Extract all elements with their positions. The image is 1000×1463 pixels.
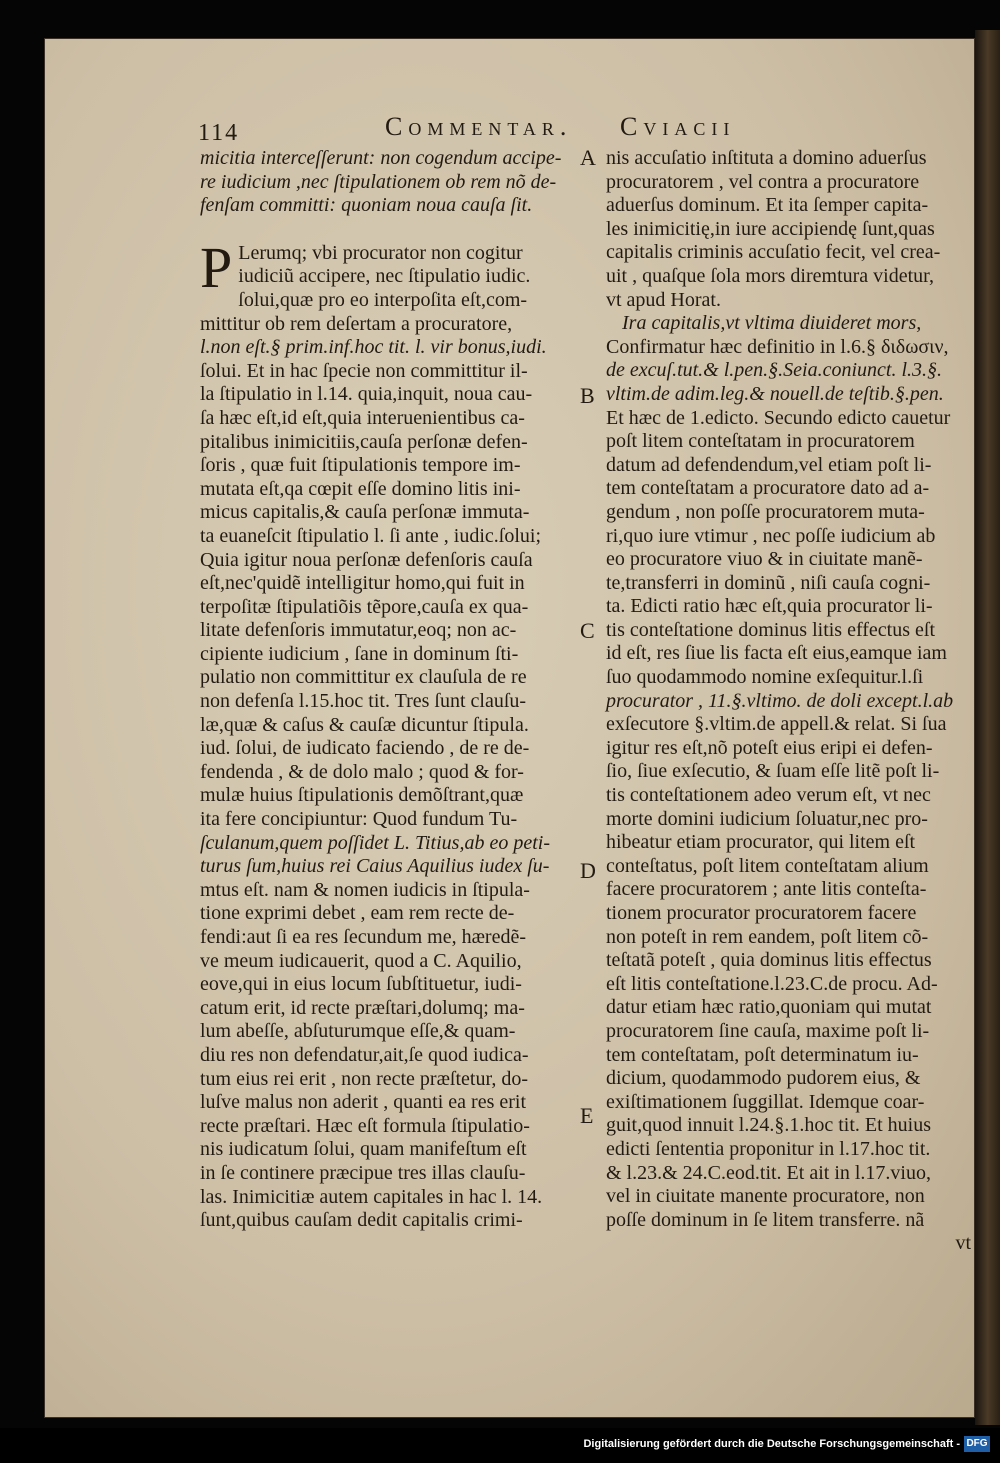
line-text: tione exprimi debet , eam rem recte de-: [200, 902, 515, 925]
text-line: [606, 808, 971, 832]
dfg-logo: DFG: [964, 1436, 990, 1452]
text-line: [200, 761, 575, 785]
text-line: [200, 147, 575, 171]
line-text: procuratorem , vel contra a procuratore: [606, 170, 920, 193]
line-text: guit,quod innuit l.24.§.1.hoc tit. Et huius: [606, 1114, 931, 1137]
line-text: micitia interceſſerunt: non cogendum accipe-: [200, 147, 562, 169]
line-text: turus ſum,huius rei Caius Aquilius iudex ſu-: [200, 855, 550, 878]
text-line: [200, 1068, 575, 1092]
line-text: ta euaneſcit ſtipulatio l. ſi ante , iudic.ſolui;: [200, 524, 542, 547]
text-line: [606, 359, 971, 383]
line-text: mittitur ob rem deſertam a procuratore,: [200, 312, 513, 335]
line-text: gendum , non poſſe procuratorem muta-: [606, 500, 925, 523]
line-text: eove,qui in eius locum ſubſtituetur, iudi-: [200, 973, 522, 996]
text-line: [606, 690, 971, 714]
margin-marker-c: C: [580, 618, 595, 643]
text-line: [200, 289, 575, 313]
text-line: [606, 619, 971, 643]
text-line: [200, 855, 575, 879]
text-line: [200, 666, 575, 690]
line-text: litate defenſoris immutatur,eoq; non ac-: [200, 619, 517, 642]
text-line: [200, 973, 575, 997]
line-text: fendenda , & de dolo malo ; quod & for-: [200, 760, 524, 783]
text-line: [200, 950, 575, 974]
line-text: datum ad defendendum,vel etiam poſt li-: [606, 453, 932, 476]
text-line: [606, 996, 971, 1020]
text-line: [606, 760, 971, 784]
text-line: [200, 171, 575, 195]
text-line: [200, 643, 575, 667]
line-text: poſt litem conteſtatam in procuratorem: [606, 430, 915, 453]
text-line: [200, 737, 575, 761]
line-text: ſoris , quæ fuit ſtipulationis tempore im-: [200, 454, 521, 477]
text-line: [606, 383, 971, 407]
line-text: tum eius rei erit , non recte præſtetur, do-: [200, 1067, 528, 1090]
line-text: ita fere concipiuntur: Quod fundum Tu-: [200, 808, 518, 831]
line-text: tis conteſtationem adeo verum eſt, vt nec: [606, 784, 931, 807]
margin-marker-e: E: [580, 1103, 594, 1128]
text-line: [606, 1020, 971, 1044]
line-text: re iudicium ,nec ſtipulationem ob rem nõ de-: [200, 170, 557, 193]
line-text: capitalis criminis accuſatio fecit, vel crea-: [606, 241, 941, 264]
text-line: [606, 548, 971, 572]
line-text: Quia igitur noua perſonæ defenſoris cauſa: [200, 548, 533, 571]
line-text: la ſtipulatio in l.14. quia,inquit, noua cau-: [200, 383, 533, 406]
line-text: ſio, ſiue exſecutio, & ſuam eſſe litẽ poſt li-: [606, 760, 940, 783]
text-line: [200, 1209, 575, 1233]
text-line: [606, 1044, 971, 1068]
text-line: [200, 1044, 575, 1068]
text-line: [606, 194, 971, 218]
text-line: [606, 1209, 971, 1233]
text-line: [200, 549, 575, 573]
line-text: morte domini iudicium ſoluatur,nec pro-: [606, 807, 928, 830]
text-line: [200, 265, 575, 289]
text-line: [200, 572, 575, 596]
text-line: [200, 619, 575, 643]
text-line: [606, 595, 971, 619]
line-text: id eſt, res ſiue lis facta eſt eius,eamque iam: [606, 642, 947, 665]
line-text: procuratorem ſine cauſa, maxime poſt li-: [606, 1019, 930, 1042]
running-title: Commentar.: [385, 112, 573, 141]
text-line: [200, 501, 575, 525]
text-line: [606, 525, 971, 549]
line-text: te,transferri in dominũ , niſi cauſa cogni-: [606, 571, 931, 594]
text-line: [200, 478, 575, 502]
line-text: in ſe continere præcipue tres illas clauſu-: [200, 1161, 526, 1184]
text-line: [200, 525, 575, 549]
text-line: [606, 407, 971, 431]
line-text: mtus eſt. nam & nomen iudicis in ſtipula-: [200, 878, 530, 901]
text-line: [606, 878, 971, 902]
line-text: poſſe dominum in ſe litem transferre. nã: [606, 1208, 925, 1231]
line-text: mutata eſt,qa cœpit eſſe domino litis ini-: [200, 477, 521, 500]
text-line: [200, 808, 575, 832]
line-text: tem conteſtatam a procuratore dato ad a-: [606, 477, 930, 500]
line-text: mulæ huius ſtipulationis demõſtrant,quæ: [200, 784, 524, 807]
line-text: iud. ſolui, de iudicato faciendo , de re de-: [200, 737, 530, 760]
margin-marker-d: D: [580, 858, 596, 883]
text-line: [606, 926, 971, 950]
text-line: [606, 1162, 971, 1186]
line-text: teſtatã poteſt , quia dominus litis effectus: [606, 949, 932, 972]
line-text: Lerumq; vbi procurator non cogitur: [238, 241, 523, 264]
text-line: [200, 383, 575, 407]
text-line: [606, 218, 971, 242]
text-line: [606, 289, 971, 313]
line-text: tionem procurator procuratorem facere: [606, 902, 917, 924]
text-line: [606, 737, 971, 761]
text-line: [200, 714, 575, 738]
page-number: 114: [198, 120, 240, 146]
text-line: [200, 431, 575, 455]
line-text: ri,quo iure vtimur , nec poſſe iudicium ab: [606, 524, 936, 547]
text-line: [606, 1232, 971, 1256]
text-line: [606, 1185, 971, 1209]
text-line: [200, 1020, 575, 1044]
line-text: pitalibus inimicitiis,cauſa perſonæ defen-: [200, 430, 528, 453]
line-text: ſunt,quibus cauſam dedit capitalis crimi-: [200, 1209, 523, 1232]
line-text: ſculanum,quem poſſidet L. Titius,ab eo peti-: [200, 831, 550, 854]
line-text: uit , quaſque ſola mors diremtura videtur,: [606, 264, 935, 287]
text-line: [200, 832, 575, 856]
text-line: [606, 336, 971, 360]
text-line: [606, 666, 971, 690]
line-text: micus capitalis,& cauſa perſonæ immuta-: [200, 501, 530, 524]
text-line: [606, 973, 971, 997]
line-text: cipiente iudicium , ſane in dominum ſti-: [200, 642, 519, 665]
line-text: dicium, quodammodo pudorem eius, &: [606, 1067, 921, 1090]
text-line: [606, 949, 971, 973]
line-text: Confirmatur hæc definitio in l.6.§ διδωσιν,: [606, 335, 949, 358]
text-line: [606, 1114, 971, 1138]
line-text: non defenſa l.15.hoc tit. Tres ſunt clauſu-: [200, 690, 527, 713]
line-text: ſolui. Et in hac ſpecie non committitur il-: [200, 359, 528, 382]
text-line: [200, 902, 575, 926]
line-text: aduerſus dominum. Et ita ſemper capita-: [606, 194, 929, 217]
text-line: [200, 690, 575, 714]
line-text: conteſtatus, poſt litem conteſtatam alium: [606, 854, 929, 877]
text-line: [606, 312, 971, 336]
line-text: eſt,nec'quidẽ intelligitur homo,qui fuit in: [200, 572, 525, 595]
left-column: [200, 147, 575, 1233]
text-line: [606, 501, 971, 525]
line-text: eſt litis conteſtatione.l.23.C.de procu. Ad-: [606, 972, 938, 995]
text-line: [200, 596, 575, 620]
text-line: [606, 265, 971, 289]
text-line: [200, 1186, 575, 1210]
line-text: datur etiam hæc ratio,quoniam qui mutat: [606, 996, 932, 1019]
line-text: eo procuratore viuo & in ciuitate manẽ-: [606, 548, 923, 571]
text-line: [606, 171, 971, 195]
line-text: ve meum iudicauerit, quod a C. Aquilio,: [200, 949, 522, 972]
line-text: ſolui,quæ pro eo interpoſita eſt,com-: [238, 288, 528, 311]
line-text: procurator , 11.§.vltimo. de doli except.l.ab: [606, 689, 954, 712]
line-text: & l.23.& 24.C.eod.tit. Et ait in l.17.viuo,: [606, 1161, 931, 1184]
line-text: l.non eſt.§ prim.inf.hoc tit. l. vir bonus,iudi.: [200, 336, 547, 359]
line-text: non poteſt in rem eandem, poſt litem cõ-: [606, 925, 929, 948]
line-text: fendi:aut ſi ea res ſecundum me, hæredẽ-: [200, 926, 526, 948]
line-text: ta. Edicti ratio hæc eſt,quia procurator li-: [606, 595, 933, 618]
line-text: catum erit, id recte præſtari,dolumq; ma-: [200, 996, 525, 1019]
line-text: ſuo quodammodo nomine exſequitur.l.ſi: [606, 666, 924, 689]
line-text: exſecutore §.vltim.de appell.& relat. Si ſua: [606, 713, 947, 736]
line-text: vt: [955, 1232, 971, 1255]
line-text: las. Inimicitiæ autem capitales in hac l. 14.: [200, 1185, 543, 1208]
text-line: [200, 218, 575, 242]
footer-credit: Digitalisierung gefördert durch die Deutsche Forschungsgemeinschaft -: [583, 1438, 960, 1450]
line-text: recte præſtari. Hæc eſt formula ſtipulatio-: [200, 1114, 530, 1137]
text-line: [200, 1138, 575, 1162]
text-line: [606, 855, 971, 879]
text-line: [200, 926, 575, 950]
line-text: igitur res eſt,nõ poteſt eius eripi ei defen-: [606, 736, 933, 759]
line-text: pulatio non committitur ex clauſula de re: [200, 666, 527, 689]
line-text: Ira capitalis,vt vltima diuideret mors,: [622, 312, 922, 335]
text-line: [606, 454, 971, 478]
text-line: [200, 879, 575, 903]
drop-capital: P: [200, 234, 233, 300]
text-line: [200, 784, 575, 808]
margin-marker-b: B: [580, 383, 595, 408]
right-column: [606, 147, 971, 1256]
line-text: tis conteſtatione dominus litis effectus eſt: [606, 618, 936, 641]
line-text: lum abeſſe, abſuturumque eſſe,& quam-: [200, 1020, 516, 1043]
line-text: fenſam committi: quoniam noua cauſa ſit.: [200, 194, 533, 217]
text-line: [200, 1091, 575, 1115]
text-line: [200, 313, 575, 337]
line-text: hibeatur etiam procurator, qui litem eſt: [606, 831, 916, 854]
line-text: nis accuſatio inſtituta a domino aduerſus: [606, 147, 927, 169]
text-line: [200, 407, 575, 431]
line-text: edicti ſententia proponitur in l.17.hoc tit.: [606, 1137, 931, 1160]
text-line: [200, 1115, 575, 1139]
line-text: vltim.de adim.leg.& nouell.de teſtib.§.pen.: [606, 382, 944, 405]
line-text: Et hæc de 1.edicto. Secundo edicto cauetur: [606, 406, 951, 429]
line-text: læ,quæ & caſus & cauſæ dicuntur ſtipula.: [200, 713, 529, 736]
line-text: tem conteſtatam, poſt determinatum iu-: [606, 1043, 919, 1066]
text-line: [606, 572, 971, 596]
text-line: [606, 902, 971, 926]
line-text: exiſtimationem ſuggillat. Idemque coar-: [606, 1090, 925, 1113]
line-text: diu res non defendatur,ait,ſe quod iudica-: [200, 1043, 529, 1066]
line-text: terpoſitæ ſtipulatiõis tẽpore,cauſa ex qua-: [200, 595, 529, 618]
line-text: ſa hæc eſt,id eſt,quia interuenientibus ca-: [200, 406, 525, 429]
text-line: [606, 147, 971, 171]
text-line: [606, 713, 971, 737]
footer-bar: [0, 1428, 1000, 1463]
line-text: luſve malus non aderit , quanti ea res erit: [200, 1091, 527, 1114]
text-line: [200, 1162, 575, 1186]
line-text: vt apud Horat.: [606, 288, 721, 311]
text-line: [200, 194, 575, 218]
running-author: Cviacii: [620, 112, 736, 141]
text-line: [606, 831, 971, 855]
running-head: [200, 112, 800, 148]
line-text: de excuſ.tut.& l.pen.§.Seia.coniunct. l.3.§.: [606, 359, 943, 382]
book-edge: [975, 30, 1000, 1425]
text-line: [606, 1067, 971, 1091]
text-line: [200, 360, 575, 384]
text-line: [606, 1091, 971, 1115]
text-line: [606, 241, 971, 265]
text-line: [200, 336, 575, 360]
text-line: [606, 430, 971, 454]
text-line: [200, 997, 575, 1021]
text-line: [606, 477, 971, 501]
text-line: [606, 642, 971, 666]
text-line: [200, 454, 575, 478]
line-text: facere procuratorem ; ante litis conteſta-: [606, 878, 927, 901]
text-line: [606, 1138, 971, 1162]
line-text: nis iudicatum ſolui, quam manifeſtum eſt: [200, 1138, 527, 1161]
text-line: [606, 784, 971, 808]
line-text: iudiciũ accipere, nec ſtipulatio iudic.: [238, 265, 531, 288]
line-text: les inimicitię,in iure accipiendę ſunt,quas: [606, 217, 935, 240]
margin-marker-a: A: [580, 145, 596, 170]
line-text: vel in ciuitate manente procuratore, non: [606, 1185, 925, 1208]
